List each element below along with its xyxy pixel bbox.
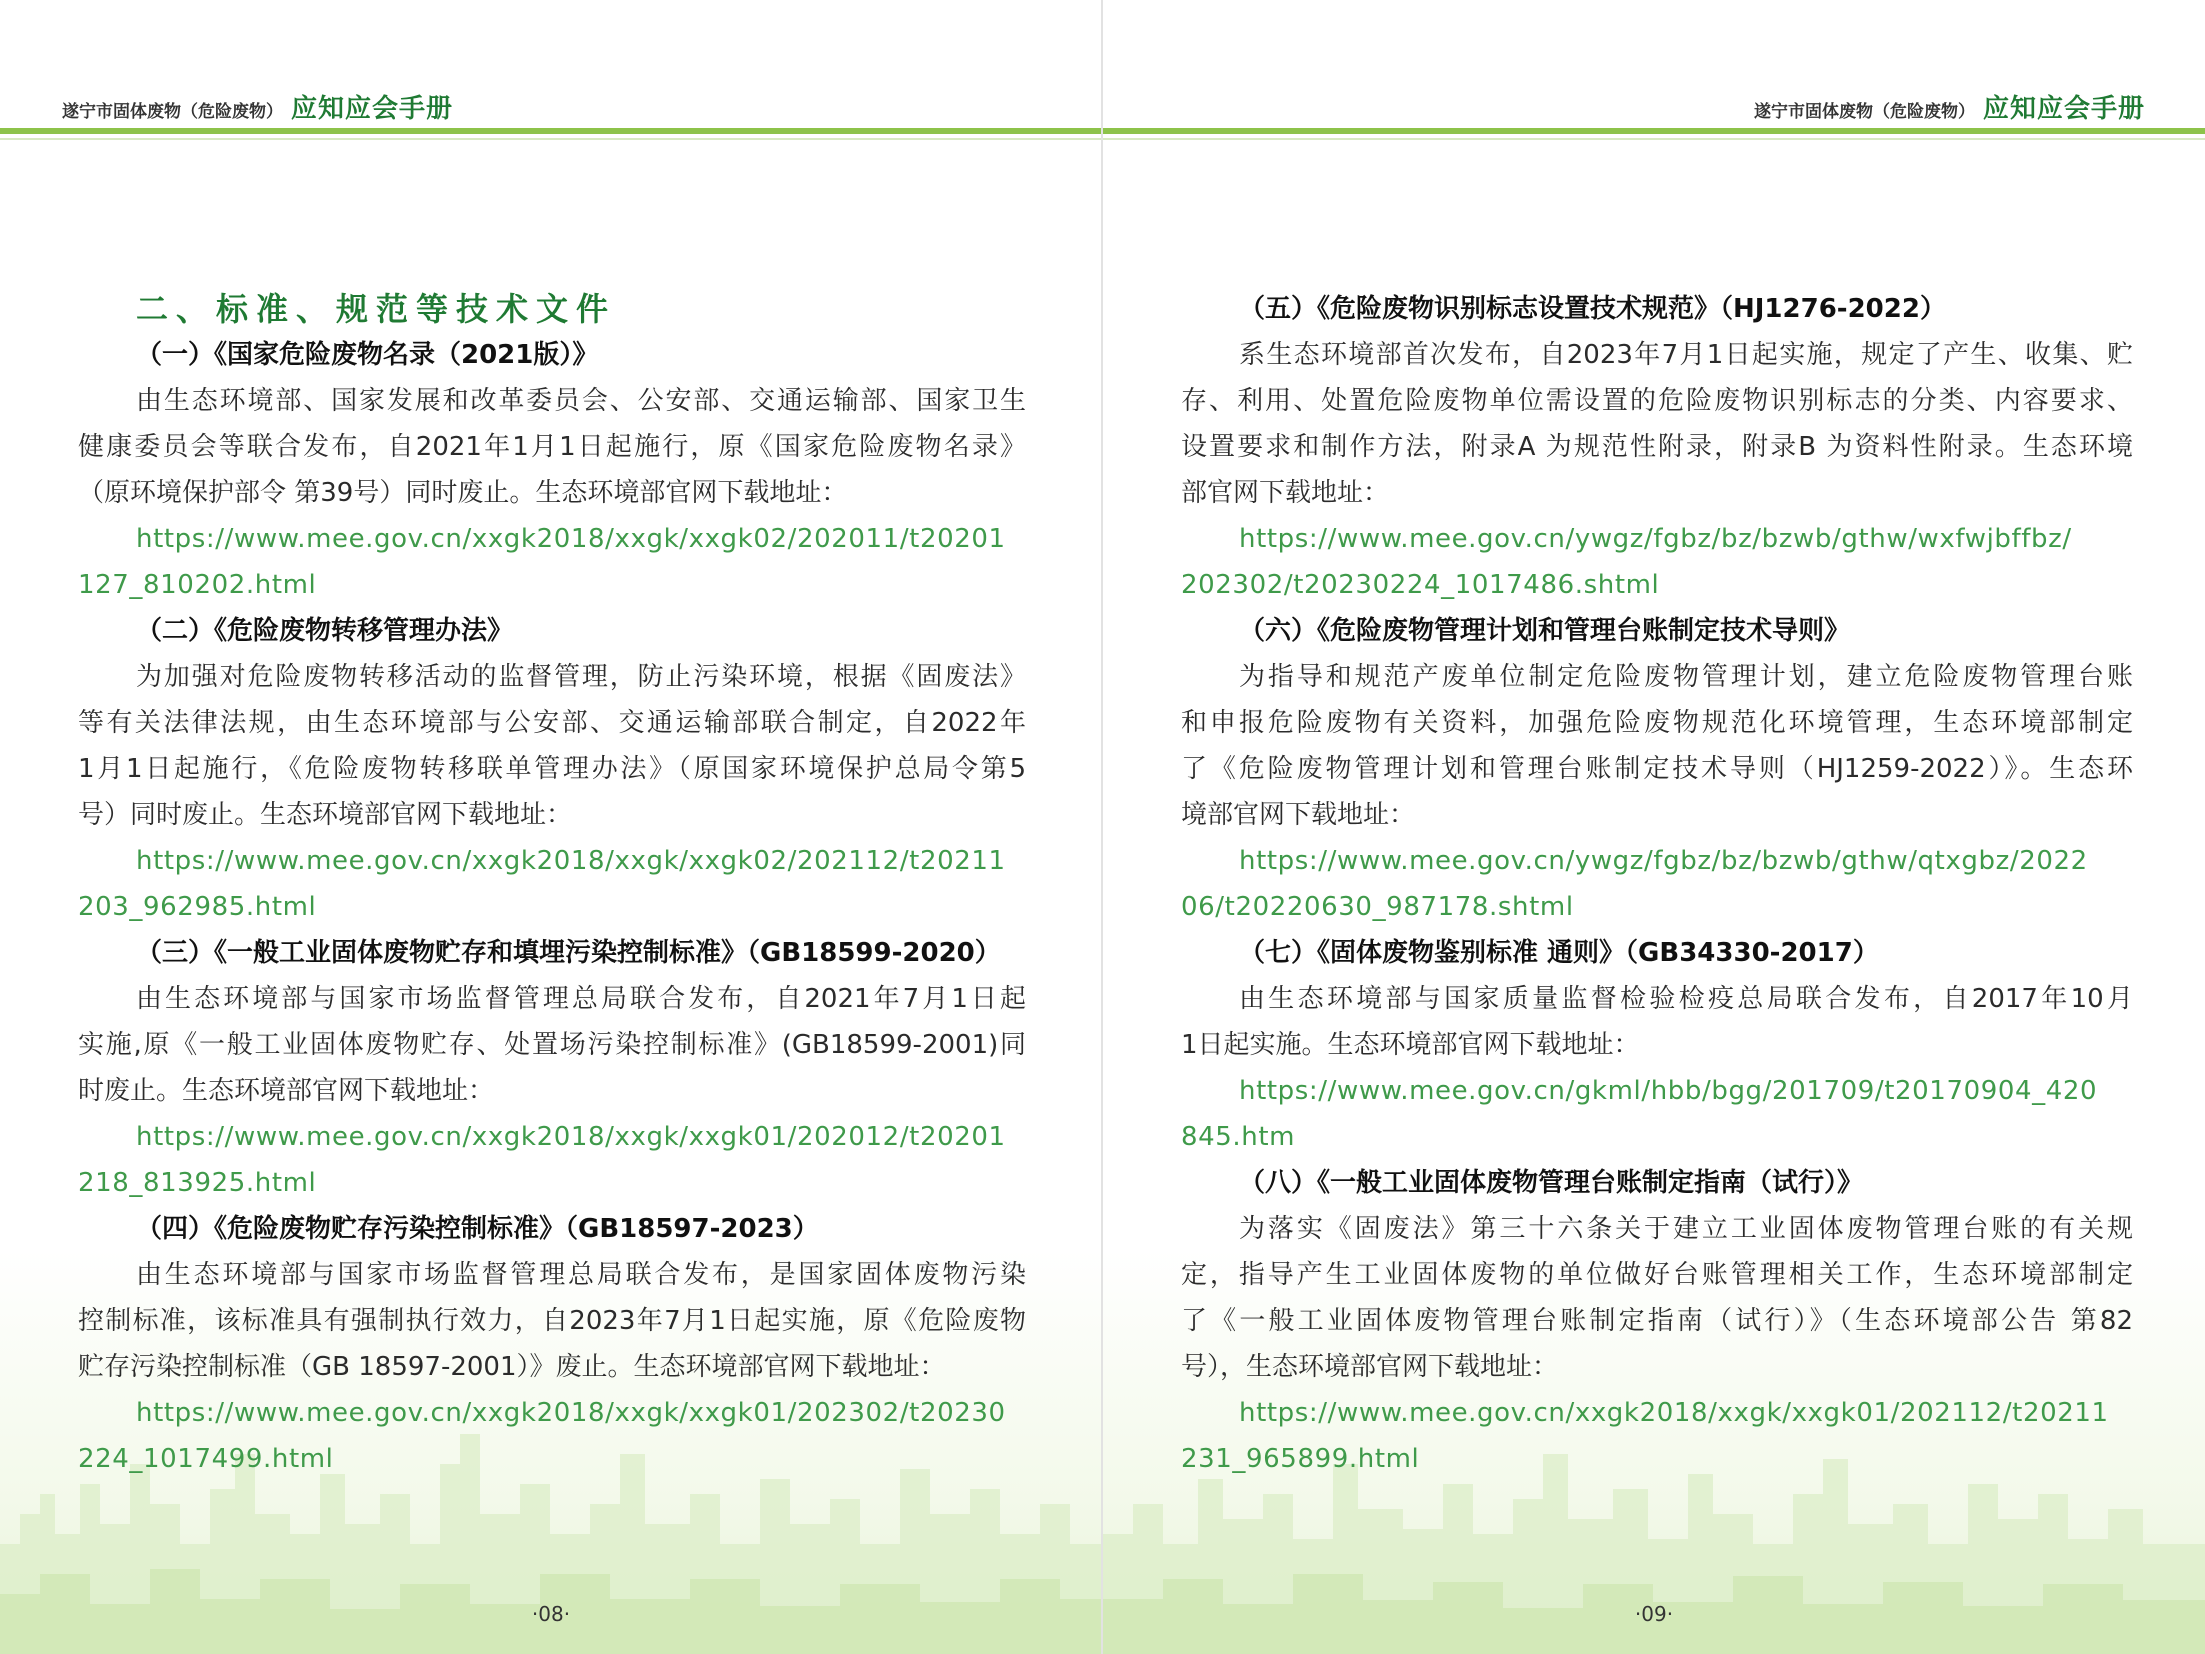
download-link-continued[interactable]: 845.htm <box>1181 1122 1296 1152</box>
body-line: 由生态环境部、国家发展和改革委员会、公安部、交通运输部、国家卫生 <box>136 386 1026 416</box>
download-link[interactable]: https://www.mee.gov.cn/ywgz/fgbz/bz/bzwb/gthw/wxfwjbffbz/ <box>1239 524 2072 554</box>
header-subtitle: 遂宁市固体废物（危险废物） <box>62 102 283 122</box>
body-line: （原环境保护部令 第39号）同时废止。生态环境部官网下载地址： <box>78 478 848 508</box>
body-line: 由生态环境部与国家市场监督管理总局联合发布，是国家固体废物污染 <box>136 1260 1026 1290</box>
download-link[interactable]: https://www.mee.gov.cn/gkml/hbb/bgg/201709/t20170904_420 <box>1239 1076 2098 1106</box>
left-page <box>0 0 1102 1654</box>
item-heading: （五）《危险废物识别标志设置技术规范》（HJ1276-2022） <box>1239 294 1946 324</box>
right-page-content <box>1181 286 2133 1482</box>
page-number: ·09· <box>1634 1602 1674 1626</box>
item-heading: （六）《危险废物管理计划和管理台账制定技术导则》 <box>1239 616 1851 646</box>
section-title: 二、标准、规范等技术文件 <box>136 290 617 328</box>
download-link-continued[interactable]: 231_965899.html <box>1181 1444 1420 1474</box>
body-line: 控制标准，该标准具有强制执行效力，自2023年7月1日起实施，原《危险废物 <box>78 1306 1026 1336</box>
body-line: 贮存污染控制标准（GB 18597-2001）》废止。生态环境部官网下载地址： <box>78 1352 946 1382</box>
download-link-continued[interactable]: 203_962985.html <box>78 892 317 922</box>
item-heading: （三）《一般工业固体废物贮存和填埋污染控制标准》（GB18599-2020） <box>136 938 1001 968</box>
header-subtitle: 遂宁市固体废物（危险废物） <box>1753 102 1975 122</box>
header-title: 应知应会手册 <box>291 94 454 124</box>
body-line: 系生态环境部首次发布，自2023年7月1日起实施，规定了产生、收集、贮 <box>1239 340 2133 370</box>
body-line: 时废止。生态环境部官网下载地址： <box>78 1076 495 1106</box>
body-line: 1月1日起施行，《危险废物转移联单管理办法》（原国家环境保护总局令第5 <box>78 754 1026 784</box>
item-heading: （二）《危险废物转移管理办法》 <box>136 616 514 646</box>
body-line: 号），生态环境部官网下载地址： <box>1181 1352 1559 1382</box>
item-heading: （四）《危险废物贮存污染控制标准》（GB18597-2023） <box>136 1214 819 1244</box>
download-link-continued[interactable]: 224_1017499.html <box>78 1444 334 1474</box>
running-header <box>1754 88 2145 125</box>
header-rule <box>1103 128 2205 134</box>
body-line: 设置要求和制作方法，附录A 为规范性附录，附录B 为资料性附录。生态环境 <box>1181 432 2133 462</box>
body-line: 1日起实施。生态环境部官网下载地址： <box>1181 1030 1640 1060</box>
body-line: 号）同时废止。生态环境部官网下载地址： <box>78 800 573 830</box>
body-line: 为指导和规范产废单位制定危险废物管理计划，建立危险废物管理台账 <box>1239 662 2133 692</box>
download-link[interactable]: https://www.mee.gov.cn/xxgk2018/xxgk/xxgk02/202011/t20201 <box>136 524 1006 554</box>
download-link-continued[interactable]: 202302/t20230224_1017486.shtml <box>1181 570 1660 600</box>
body-line: 等有关法律法规，由生态环境部与公安部、交通运输部联合制定，自2022年 <box>78 708 1026 738</box>
item-heading: （八）《一般工业固体废物管理台账制定指南（试行）》 <box>1239 1168 1864 1198</box>
body-line: 由生态环境部与国家质量监督检验检疫总局联合发布，自2017年10月 <box>1239 984 2133 1014</box>
header-title: 应知应会手册 <box>1982 94 2145 124</box>
download-link-continued[interactable]: 06/t20220630_987178.shtml <box>1181 892 1574 922</box>
body-line: 境部官网下载地址： <box>1181 800 1416 830</box>
download-link[interactable]: https://www.mee.gov.cn/ywgz/fgbz/bz/bzwb/gthw/qtxgbz/2022 <box>1239 846 2088 876</box>
body-line: 由生态环境部与国家市场监督管理总局联合发布，自2021年7月1日起 <box>136 984 1026 1014</box>
body-line: 存、利用、处置危险废物单位需设置的危险废物识别标志的分类、内容要求、 <box>1181 386 2133 416</box>
body-line: 实施,原《一般工业固体废物贮存、处置场污染控制标准》(GB18599-2001)同 <box>78 1030 1026 1060</box>
left-page-content <box>78 286 1026 1482</box>
right-page <box>1103 0 2205 1654</box>
running-header <box>62 88 453 125</box>
page-number: ·08· <box>531 1602 571 1626</box>
item-heading: （一）《国家危险废物名录（2021版）》 <box>136 340 599 370</box>
header-rule <box>0 128 1102 134</box>
download-link[interactable]: https://www.mee.gov.cn/xxgk2018/xxgk/xxgk01/202112/t20211 <box>1239 1398 2109 1428</box>
body-line: 了《危险废物管理计划和管理台账制定技术导则（HJ1259-2022）》。生态环 <box>1181 754 2133 784</box>
download-link-continued[interactable]: 218_813925.html <box>78 1168 317 1198</box>
body-line: 健康委员会等联合发布，自2021年1月1日起施行，原《国家危险废物名录》 <box>78 432 1026 462</box>
download-link-continued[interactable]: 127_810202.html <box>78 570 317 600</box>
download-link[interactable]: https://www.mee.gov.cn/xxgk2018/xxgk/xxgk01/202302/t20230 <box>136 1398 1006 1428</box>
download-link[interactable]: https://www.mee.gov.cn/xxgk2018/xxgk/xxgk01/202012/t20201 <box>136 1122 1006 1152</box>
body-line: 和申报危险废物有关资料，加强危险废物规范化环境管理，生态环境部制定 <box>1181 708 2133 738</box>
body-line: 定，指导产生工业固体废物的单位做好台账管理相关工作，生态环境部制定 <box>1181 1260 2133 1290</box>
body-line: 为加强对危险废物转移活动的监督管理，防止污染环境，根据《固废法》 <box>136 662 1026 692</box>
item-heading: （七）《固体废物鉴别标准 通则》（GB34330-2017） <box>1239 938 1879 968</box>
body-line: 了《一般工业固体废物管理台账制定指南（试行）》（生态环境部公告 第82 <box>1181 1306 2133 1336</box>
body-line: 为落实《固废法》第三十六条关于建立工业固体废物管理台账的有关规 <box>1239 1214 2133 1244</box>
body-line: 部官网下载地址： <box>1181 478 1390 508</box>
download-link[interactable]: https://www.mee.gov.cn/xxgk2018/xxgk/xxgk02/202112/t20211 <box>136 846 1006 876</box>
